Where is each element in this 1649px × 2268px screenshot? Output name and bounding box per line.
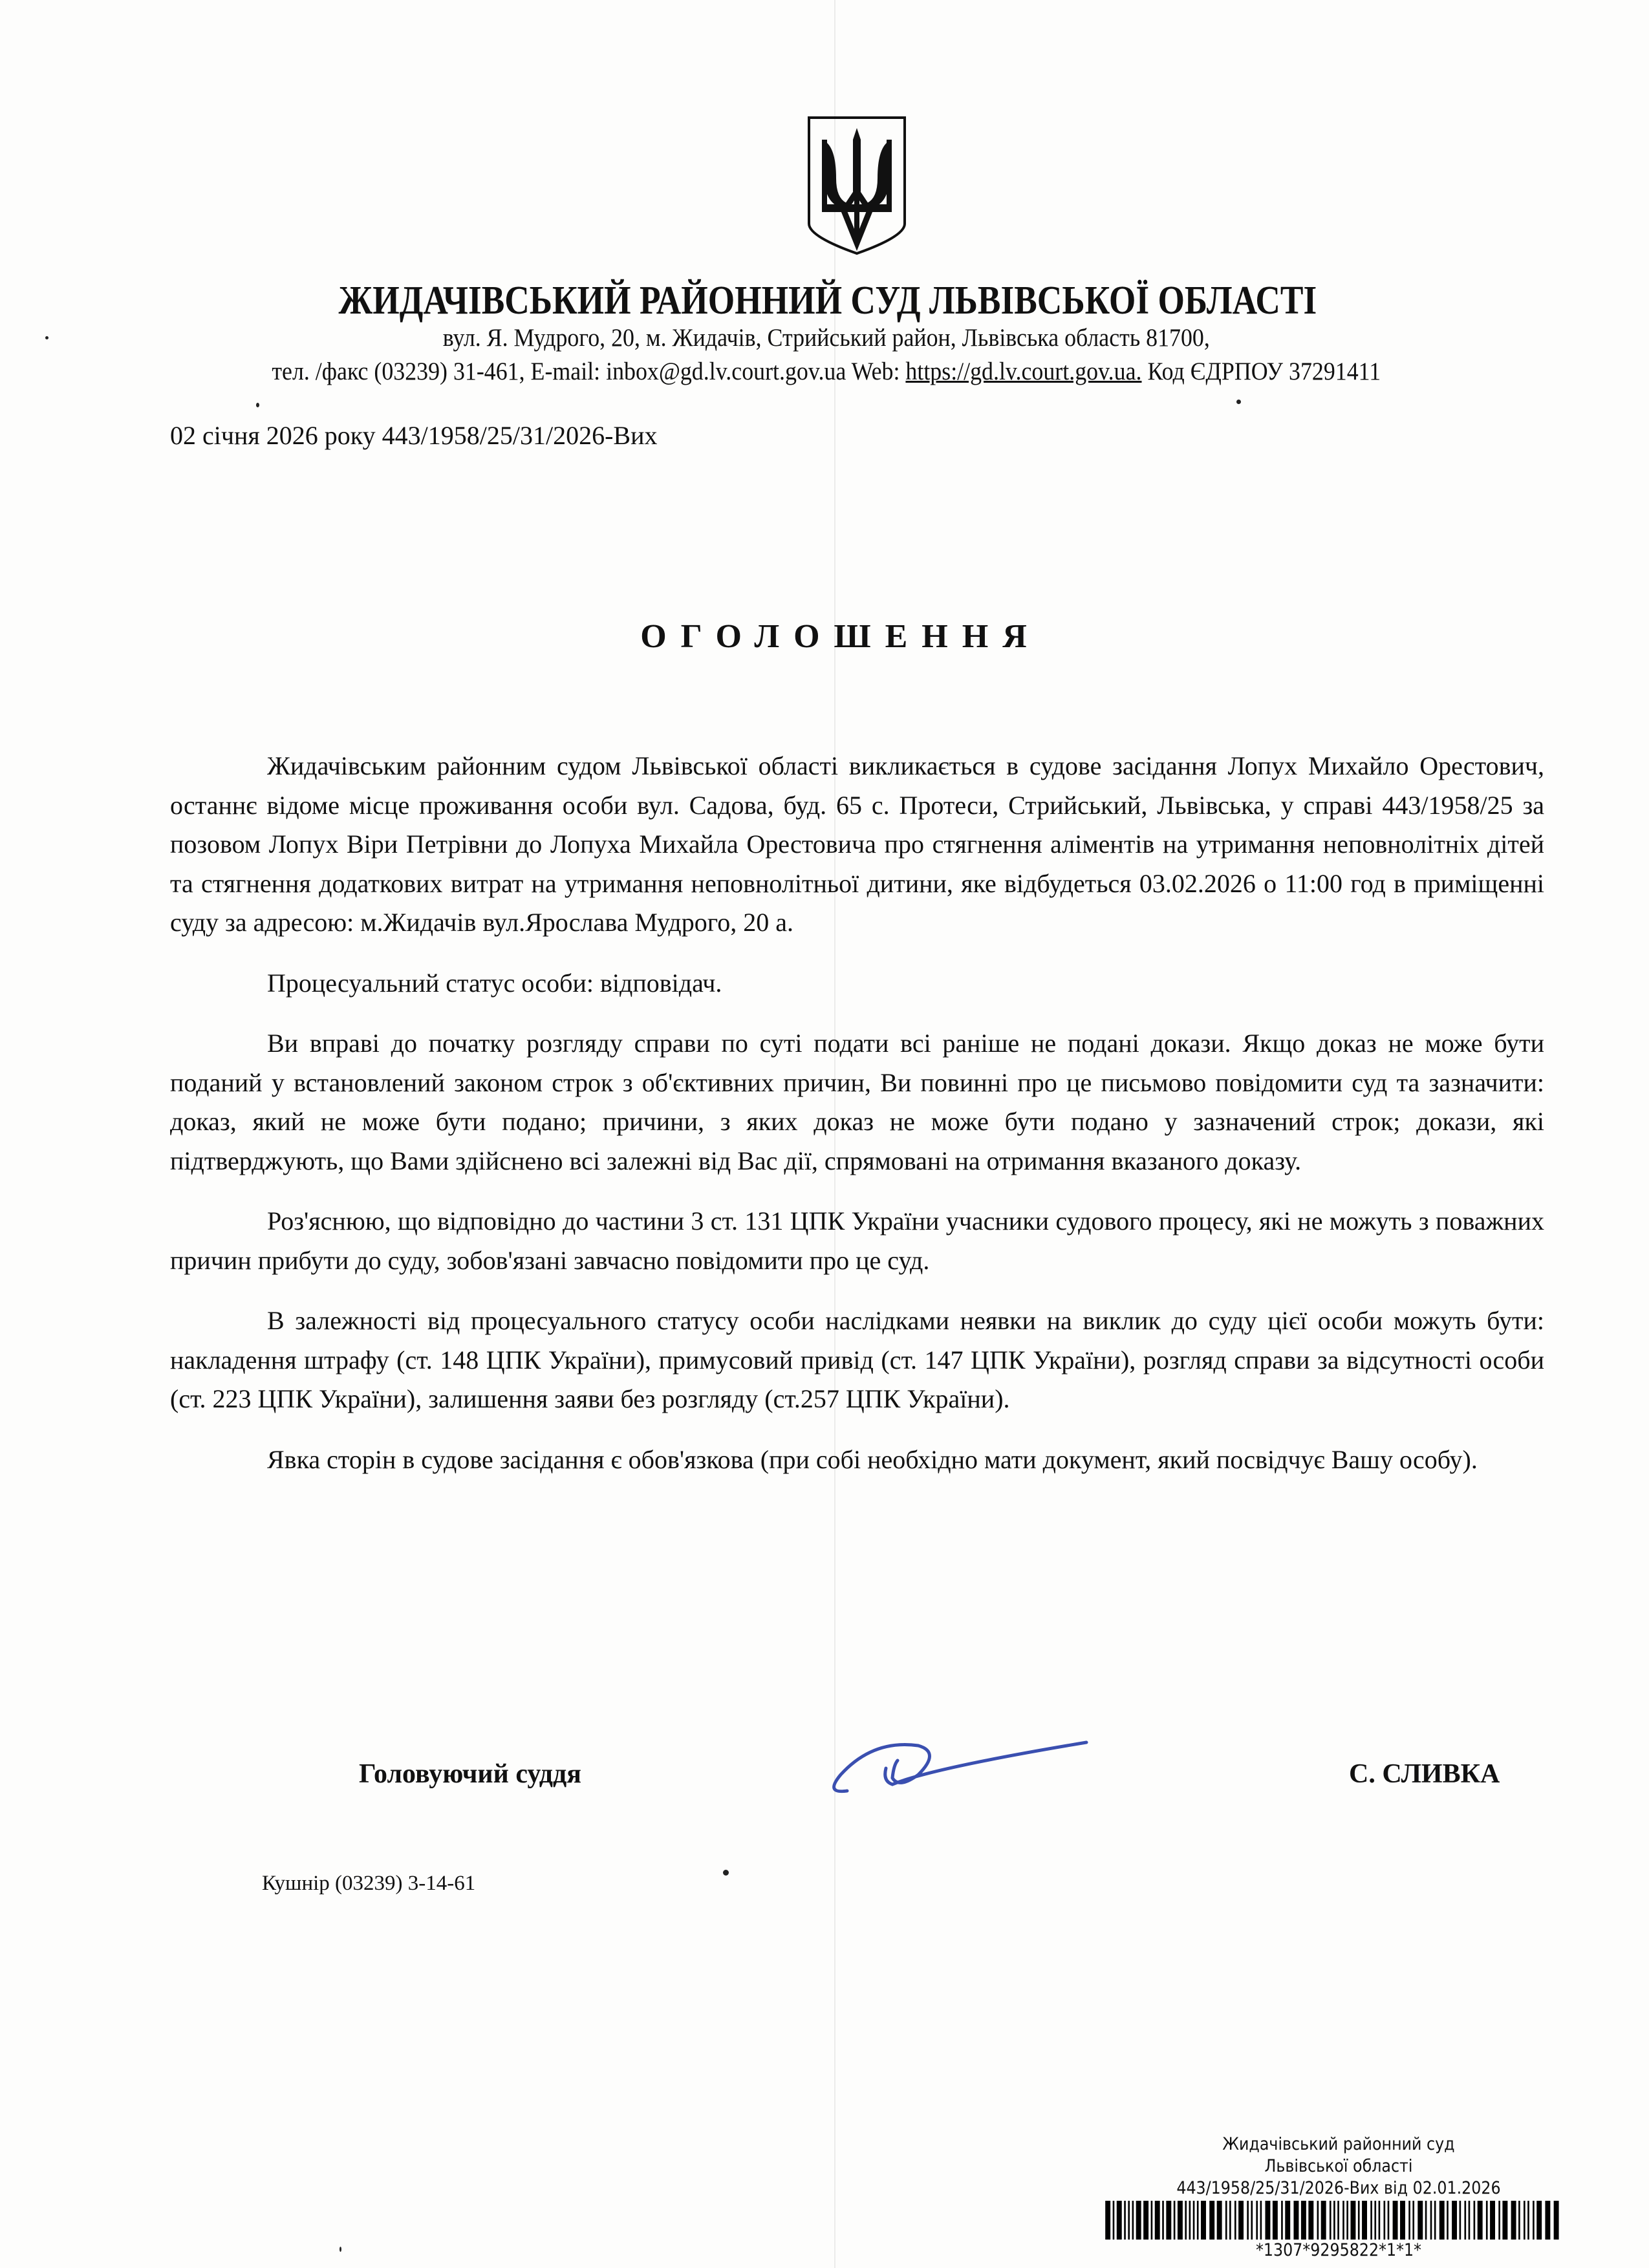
barcode-bar xyxy=(1136,2201,1141,2240)
court-website-link[interactable]: https://gd.lv.court.gov.ua. xyxy=(905,358,1142,385)
stamp-reference: 443/1958/25/31/2026-Вих від 02.01.2026 xyxy=(1176,2178,1501,2198)
barcode-bar xyxy=(1536,2201,1542,2240)
document-title: ОГОЛОШЕННЯ xyxy=(640,618,1041,655)
barcode-bar xyxy=(1511,2201,1516,2240)
barcode-bar xyxy=(1260,2201,1262,2240)
barcode-bar xyxy=(1527,2201,1529,2240)
barcode-bar xyxy=(1217,2201,1222,2240)
paragraph-consequences: В залежності від процесуального статусу особи наслідками неявки на виклик до суду цієї особи можуть бути: накладення штрафу (ст. 148 ЦПК України), примусовий привід (ст. 147 ЦПК України), розгляд справи за відсутності особи (ст. 223 ЦПК України), залишення заяви без розгляду (ст.257 ЦПК України). xyxy=(170,1306,1544,1413)
barcode-bar xyxy=(1460,2201,1461,2240)
barcode-bar xyxy=(1412,2201,1414,2240)
signature-block xyxy=(0,1755,1649,1813)
barcode-bar xyxy=(1469,2201,1471,2240)
barcode-bar xyxy=(1251,2201,1253,2240)
barcode-bar xyxy=(1265,2201,1270,2240)
registration-stamp xyxy=(1094,2134,1584,2262)
barcode-bar xyxy=(1452,2201,1457,2240)
barcode-bar xyxy=(1384,2201,1386,2240)
barcode-bar xyxy=(1209,2201,1214,2240)
barcode-bar xyxy=(1502,2201,1507,2240)
barcode-bar xyxy=(1317,2201,1319,2240)
barcode-bar xyxy=(1430,2201,1432,2240)
barcode-bar xyxy=(1379,2201,1381,2240)
paragraph-attendance: Явка сторін в судове засідання є обов'язкова (при собі необхідно мати документ, який посвідчує Вашу особу). xyxy=(267,1444,1478,1474)
barcode-bar xyxy=(1524,2201,1525,2240)
scan-speck xyxy=(1236,400,1241,404)
paragraph-summons: Жидачівським районним судом Львівської області викликається в судове засідання Лопух Михайло Орестович, останнє відоме місце проживання особи вул. Садова, буд. 65 с. Протеси, Стрийський, Львівська, у справі 443/1958/25 за позовом Лопух Віри Петрівни до Лопуха Михайла Орестовича про стягнення аліментів на утримання неповнолітніх дітей та стягнення додаткових витрат на утримання неповнолітньої дитини, яке відбудеться 03.02.2026 о 11:00 год в приміщенні суду за адресою: м.Жидачів вул.Ярослава Мудрого, 20 а. xyxy=(170,751,1544,937)
barcode-bar xyxy=(1554,2201,1559,2240)
tryzub-coat-of-arms-icon xyxy=(805,114,909,256)
barcode-bar xyxy=(1417,2201,1423,2240)
court-name: ЖИДАЧІВСЬКИЙ РАЙОННИЙ СУД ЛЬВІВСЬКОЇ ОБЛАСТІ xyxy=(338,279,1317,323)
paragraph-evidence: Ви вправі до початку розгляду справи по суті подати всі раніше не подані докази. Якщо доказ не може бути поданий у встановлений законом строк з об'єктивних причин, Ви повинні про це письмово повідомити суд та зазначити: доказ, який не може бути подано; причини, з яких доказ не може бути подано у зазначений строк; докази, які підтверджують, що Вами здійснено всі залежні від Вас дії, спрямовані на отримання вказаного доказу. xyxy=(170,1029,1544,1175)
barcode-bar xyxy=(1185,2201,1187,2240)
barcode-bar xyxy=(1388,2201,1390,2240)
barcode-bar xyxy=(1518,2201,1520,2240)
contacts-phone-email: тел. /факс (03239) 31-461, E-mail: inbox@gd.lv.court.gov.ua Web: xyxy=(272,358,906,385)
barcode-bar xyxy=(1370,2201,1372,2240)
barcode-bar xyxy=(1193,2201,1195,2240)
judge-name: С. СЛИВКА xyxy=(1349,1759,1500,1789)
barcode-bar xyxy=(1293,2201,1299,2240)
scan-speck xyxy=(339,2247,341,2252)
barcode-bar xyxy=(1229,2201,1231,2240)
barcode-bar xyxy=(1151,2201,1153,2240)
barcode-bar xyxy=(1238,2201,1244,2240)
paragraph-clarification: Роз'яснюю, що відповідно до частини 3 ст. 131 ЦПК України учасники судового процесу, які не можуть з поважних причин прибути до суду, зобов'язані завчасно повідомити про це суд. xyxy=(170,1206,1544,1275)
barcode-bar xyxy=(1486,2201,1488,2240)
barcode-bar xyxy=(1166,2201,1171,2240)
barcode-bar xyxy=(1478,2201,1483,2240)
barcode-bar xyxy=(1143,2201,1148,2240)
document-body xyxy=(170,747,1544,1501)
handwritten-signature-icon xyxy=(821,1729,1093,1807)
barcode-bar xyxy=(1408,2201,1410,2240)
barcode-bar xyxy=(1273,2201,1278,2240)
barcode-bar xyxy=(1128,2201,1130,2240)
barcode-icon xyxy=(1105,2201,1572,2240)
barcode-bar xyxy=(1162,2201,1164,2240)
barcode-bar xyxy=(1333,2201,1335,2240)
barcode-bar xyxy=(1124,2201,1126,2240)
barcode-bar xyxy=(1400,2201,1405,2240)
barcode-bar xyxy=(1197,2201,1199,2240)
barcode-bar xyxy=(1545,2201,1550,2240)
barcode-bar xyxy=(1225,2201,1227,2240)
barcode-bar xyxy=(1490,2201,1495,2240)
barcode-bar xyxy=(1447,2201,1449,2240)
barcode-bar xyxy=(1342,2201,1344,2240)
barcode-bar xyxy=(1155,2201,1160,2240)
barcode-bar xyxy=(1362,2201,1367,2240)
barcode-bar xyxy=(1132,2201,1134,2240)
barcode-bar xyxy=(1337,2201,1339,2240)
barcode-bar xyxy=(1285,2201,1290,2240)
barcode-bar xyxy=(1533,2201,1535,2240)
barcode-bar xyxy=(1321,2201,1326,2240)
barcode-bar xyxy=(1281,2201,1283,2240)
barcode-bar xyxy=(1113,2201,1115,2240)
scan-speck xyxy=(256,403,259,407)
barcode-bar xyxy=(1474,2201,1476,2240)
barcode-bar xyxy=(1393,2201,1398,2240)
document-reference: 02 січня 2026 року 443/1958/25/31/2026-Вих xyxy=(170,421,658,450)
barcode-number: *1307*9295822*1*1* xyxy=(1256,2240,1421,2260)
barcode-bar xyxy=(1178,2201,1183,2240)
barcode-bar xyxy=(1201,2201,1206,2240)
court-contacts xyxy=(68,357,1585,386)
court-address: вул. Я. Мудрого, 20, м. Жидачів, Стрийський район, Львівська область 81700, xyxy=(442,324,1210,352)
barcode-bar xyxy=(1308,2201,1313,2240)
barcode-bar xyxy=(1330,2201,1331,2240)
judge-role: Головуючий суддя xyxy=(359,1759,581,1789)
stamp-court-line1: Жидачівський районний суд xyxy=(1222,2134,1455,2154)
barcode-bar xyxy=(1189,2201,1191,2240)
stamp-court-line2: Львівської області xyxy=(1264,2156,1413,2176)
barcode-bar xyxy=(1105,2201,1110,2240)
barcode-bar xyxy=(1247,2201,1249,2240)
barcode-bar xyxy=(1439,2201,1445,2240)
paragraph-procedural-status: Процесуальний статус особи: відповідач. xyxy=(267,968,722,998)
barcode-bar xyxy=(1350,2201,1355,2240)
barcode-bar xyxy=(1234,2201,1236,2240)
scan-speck xyxy=(723,1870,729,1876)
barcode-bar xyxy=(1498,2201,1500,2240)
barcode-bar xyxy=(1256,2201,1258,2240)
barcode-bar xyxy=(1425,2201,1427,2240)
barcode-bar xyxy=(1358,2201,1360,2240)
scan-speck xyxy=(45,336,48,339)
barcode-bar xyxy=(1374,2201,1376,2240)
barcode-bar xyxy=(1464,2201,1466,2240)
executor-contact: Кушнір (03239) 3-14-61 xyxy=(262,1872,476,1895)
barcode-bar xyxy=(1434,2201,1436,2240)
barcode-bar xyxy=(1117,2201,1122,2240)
barcode-bar xyxy=(1174,2201,1176,2240)
barcode-bar xyxy=(1301,2201,1306,2240)
barcode-bar xyxy=(1346,2201,1348,2240)
contacts-edrpou: Код ЄДРПОУ 37291411 xyxy=(1141,358,1381,385)
